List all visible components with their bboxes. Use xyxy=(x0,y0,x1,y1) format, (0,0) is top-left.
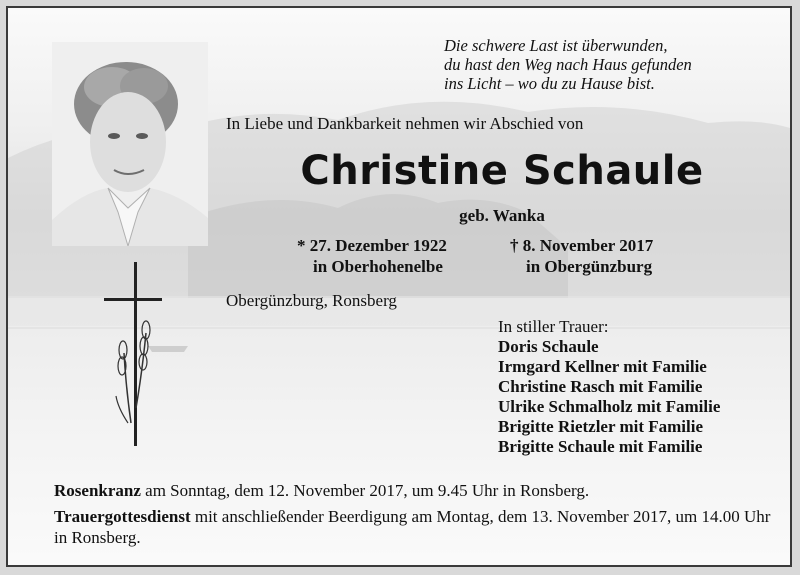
poem-line: Die schwere Last ist überwunden, xyxy=(444,36,668,55)
deceased-name: Christine Schaule xyxy=(300,148,704,194)
mourner: Irmgard Kellner mit Familie xyxy=(498,357,707,376)
poem xyxy=(444,36,764,93)
birth-date: * 27. Dezember 1922 xyxy=(297,236,447,255)
location: Obergünzburg, Ronsberg xyxy=(226,291,397,310)
birth-place: in Oberhohenelbe xyxy=(313,257,443,276)
maiden-name: geb. Wanka xyxy=(459,206,545,225)
rosary-info xyxy=(54,480,774,501)
mourner: Christine Rasch mit Familie xyxy=(498,377,703,396)
mourner: Brigitte Schaule mit Familie xyxy=(498,437,703,456)
funeral-info xyxy=(54,506,774,548)
portrait-photo xyxy=(52,42,208,246)
poem-line: du hast den Weg nach Haus gefunden xyxy=(444,55,692,74)
death-info xyxy=(510,235,653,277)
funeral-text: mit anschließender Beerdigung am Montag, dem 13. November 2017, um 14.00 Uhr in Ronsberg. xyxy=(54,507,771,547)
poem-line: ins Licht – wo du zu Hause bist. xyxy=(444,74,655,93)
obituary-notice xyxy=(6,6,792,567)
death-place: in Obergünzburg xyxy=(526,257,653,276)
mourner: Ulrike Schmalholz mit Familie xyxy=(498,397,721,416)
death-date: † 8. November 2017 xyxy=(510,236,654,255)
birth-info xyxy=(297,235,447,277)
cross-with-wheat-icon xyxy=(98,258,168,448)
rosary-text: am Sonntag, dem 12. November 2017, um 9.45 Uhr in Ronsberg. xyxy=(140,481,590,500)
intro-text: In Liebe und Dankbarkeit nehmen wir Abschied von xyxy=(226,114,584,133)
rosary-label: Rosenkranz xyxy=(54,481,141,500)
mourner: Brigitte Rietzler mit Familie xyxy=(498,417,704,436)
funeral-label: Trauergottesdienst xyxy=(54,507,191,526)
service-info xyxy=(54,480,774,553)
mourner: Doris Schaule xyxy=(498,337,599,356)
mourners-lead: In stiller Trauer: xyxy=(498,317,609,336)
mourners-list xyxy=(498,317,720,457)
